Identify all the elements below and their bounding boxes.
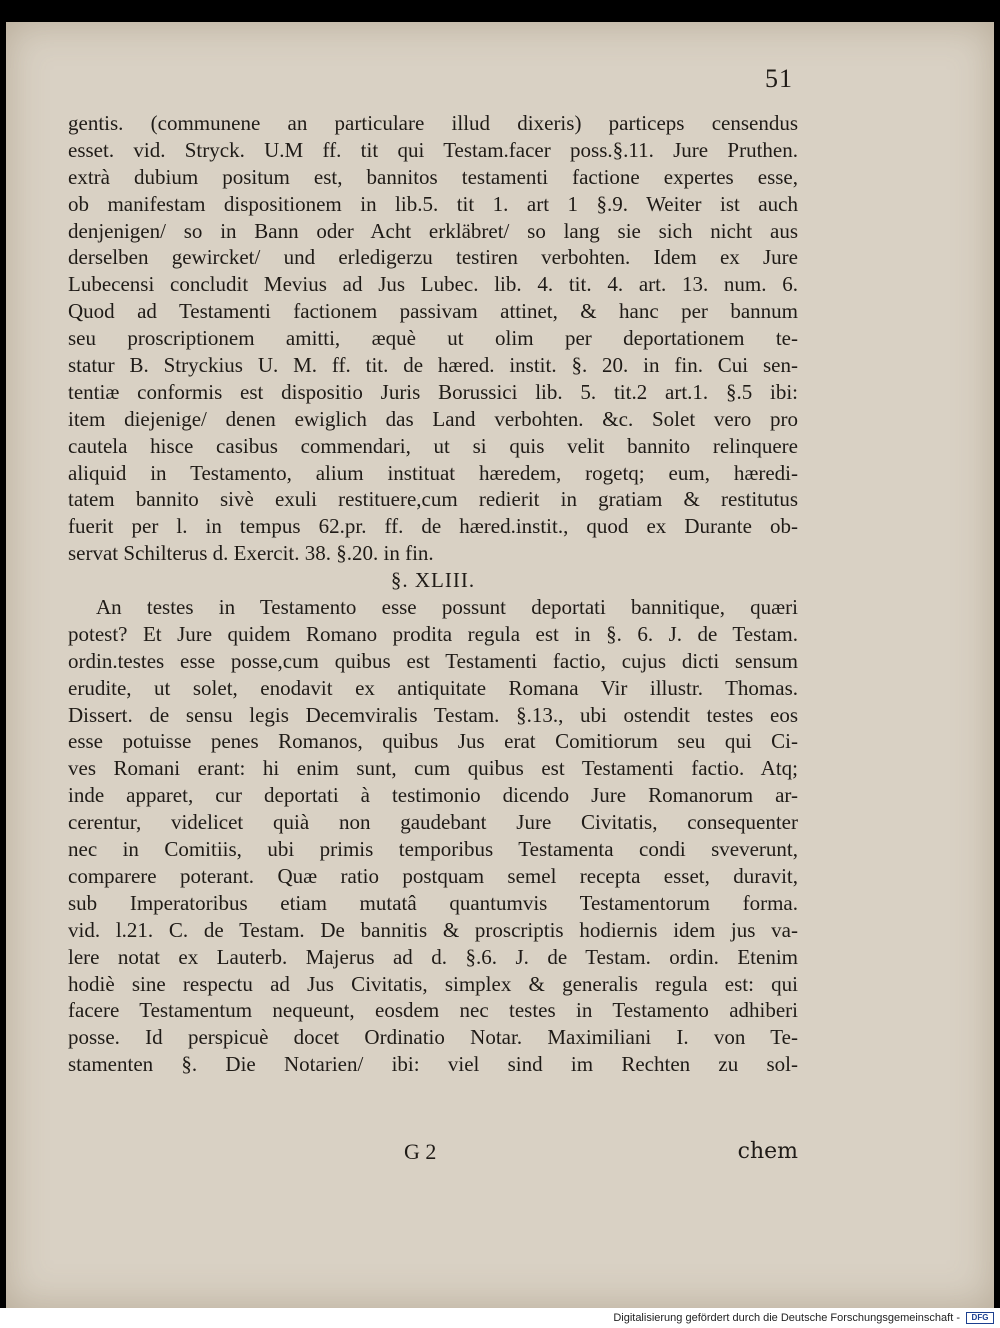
- text-line: lere notat ex Lauterb. Majerus ad d. §.6. J. de Testam. ordin. Etenim: [68, 944, 798, 969]
- text-line: comparere poterant. Quæ ratio postquam semel recepta esset, duravit,: [68, 863, 798, 888]
- section-heading: §. XLIII.: [390, 568, 476, 593]
- page-footer: [68, 1139, 798, 1171]
- text-line: Quod ad Testamenti factionem passivam attinet, & hanc per bannum: [68, 299, 798, 324]
- text-line: hodiè sine respectu ad Jus Civitatis, simplex & generalis regula est: qui: [68, 971, 798, 996]
- text-line: derselben gewircket/ und erledigerzu testiren verbohten. Idem ex Jure: [68, 245, 798, 270]
- text-line: Dissert. de sensu legis Decemviralis Testam. §.13., ubi ostendit testes eos: [68, 702, 798, 727]
- text-line: vid. l.21. C. de Testam. De bannitis & proscriptis hodiernis idem jus va-: [68, 917, 798, 942]
- text-line: esset. vid. Stryck. U.M ff. tit qui Testam.facer poss.§.11. Jure Pruthen.: [68, 137, 798, 162]
- text-line: stamenten §. Die Notarien/ ibi: viel sind im Rechten zu sol-: [68, 1052, 798, 1077]
- text-line: cerentur, videlicet quià non gaudebant Jure Civitatis, consequenter: [68, 810, 798, 835]
- book-page: [6, 22, 994, 1308]
- text-line: fuerit per l. in tempus 62.pr. ff. de hæred.instit., quod ex Durante ob-: [68, 514, 798, 539]
- text-line: tentiæ conformis est dispositio Juris Borussici lib. 5. tit.2 art.1. §.5 ibi:: [68, 379, 798, 404]
- text-line: ordin.testes esse posse,cum quibus est Testamenti factio, cujus dicti sensum: [68, 648, 798, 673]
- text-line: tatem bannito sivè exuli restituere,cum redierit in gratiam & restitutus: [68, 487, 798, 512]
- text-line: esse potuisse penes Romanos, quibus Jus erat Comitiorum seu qui Ci-: [68, 729, 798, 754]
- dfg-logo-icon: [966, 1312, 994, 1324]
- text-line: ob manifestam dispositionem in lib.5. tit 1. art 1 §.9. Weiter ist auch: [68, 191, 798, 216]
- text-line: gentis. (communene an particulare illud dixeris) particeps censendus: [68, 111, 798, 135]
- text-line: extrà dubium positum est, bannitos testamenti factione expertes esse,: [68, 164, 798, 189]
- credit-bar: [0, 1308, 1000, 1328]
- text-line: denjenigen/ so in Bann oder Acht erkläbret/ so lang sie sich nicht aus: [68, 218, 798, 243]
- text-line: ves Romani erant: hi enim sunt, cum quibus est Testamenti factio. Atq;: [68, 756, 798, 781]
- text-line: cautela hisce casibus commendari, ut si quis velit bannito relinquere: [68, 433, 798, 458]
- credit-text: Digitalisierung gefördert durch die Deutsche Forschungsgemeinschaft -: [613, 1312, 960, 1324]
- text-line: item diejenige/ denen ewiglich das Land verbohten. &c. Solet vero pro: [68, 406, 798, 431]
- text-line: potest? Et Jure quidem Romano prodita regula est in §. 6. J. de Testam.: [68, 621, 798, 646]
- catchword: chem: [737, 1139, 798, 1164]
- text-line: aliquid in Testamento, alium instituat hæredem, rogetq; eum, hæredi-: [68, 460, 798, 485]
- signature-mark: G 2: [404, 1139, 437, 1164]
- text-line: sub Imperatoribus etiam mutatâ quantumvis Testamentorum forma.: [68, 890, 798, 915]
- body-text: [68, 110, 798, 1078]
- logo-label: DFG: [971, 1313, 989, 1322]
- text-line: nec in Comitiis, ubi primis temporibus Testamenta condi sveverunt,: [68, 837, 798, 862]
- text-line: erudite, ut solet, enodavit ex antiquitate Romana Vir illustr. Thomas.: [68, 675, 798, 700]
- text-line: inde apparet, cur deportati à testimonio dicendo Jure Romanorum ar-: [68, 783, 798, 808]
- text-line: facere Testamentum nequeunt, eosdem nec testes in Testamento adhiberi: [68, 998, 798, 1023]
- text-line: An testes in Testamento esse possunt deportati bannitique, quæri: [96, 595, 798, 620]
- page-number: 51: [765, 64, 793, 93]
- text-line: servat Schilterus d. Exercit. 38. §.20. in fin.: [68, 541, 434, 566]
- text-line: posse. Id perspicuè docet Ordinatio Notar. Maximiliani I. von Te-: [68, 1025, 798, 1050]
- text-line: seu proscriptionem amitti, æquè ut olim per deportationem te-: [68, 326, 798, 351]
- text-line: statur B. Stryckius U. M. ff. tit. de hæred. instit. §. 20. in fin. Cui sen-: [68, 353, 798, 378]
- text-line: Lubecensi concludit Mevius ad Jus Lubec. lib. 4. tit. 4. art. 13. num. 6.: [68, 272, 798, 297]
